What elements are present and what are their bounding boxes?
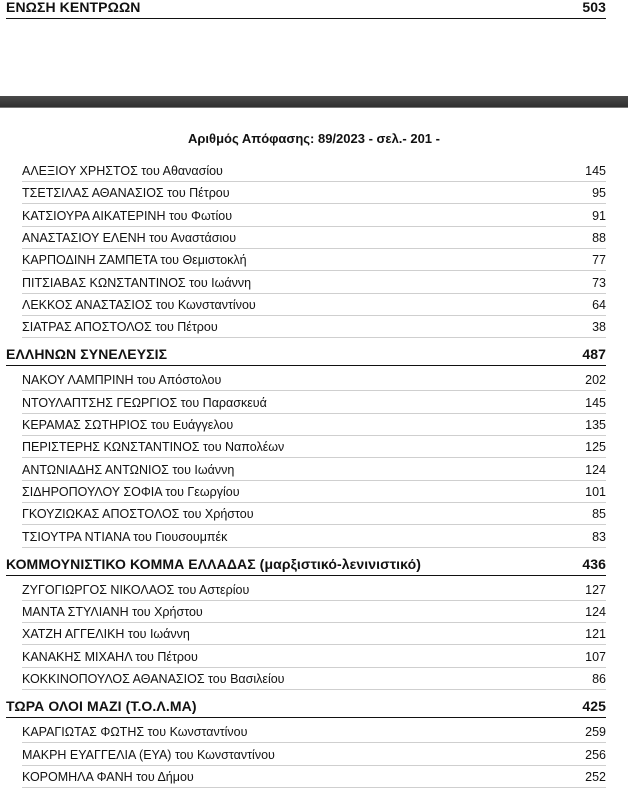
candidate-row — [22, 414, 606, 436]
party-votes: 503 — [582, 0, 606, 15]
candidate-votes: 124 — [585, 462, 606, 477]
candidate-name: ΧΑΤΖΗ ΑΓΓΕΛΙΚΗ του Ιωάννη — [22, 627, 190, 642]
candidate-votes: 124 — [585, 605, 606, 620]
party-votes: 487 — [582, 346, 606, 363]
candidate-name: ΜΑΝΤΑ ΣΤΥΛΙΑΝΗ του Χρήστου — [22, 605, 203, 620]
candidate-name: ΖΥΓΟΓΙΩΡΓΟΣ ΝΙΚΟΛΑΟΣ του Αστερίου — [22, 582, 250, 597]
candidate-votes: 95 — [592, 186, 606, 201]
candidate-name: ΝΤΟΥΛΑΠΤΣΗΣ ΓΕΩΡΓΙΟΣ του Παρασκευά — [22, 395, 267, 410]
candidate-row — [22, 392, 606, 414]
candidate-name: ΚΑΡΑΓΙΩΤΑΣ ΦΩΤΗΣ του Κωνσταντίνου — [22, 725, 248, 740]
candidate-votes: 85 — [592, 507, 606, 522]
row-divider — [22, 337, 606, 338]
candidate-votes: 88 — [592, 230, 606, 245]
candidate-votes: 77 — [592, 253, 606, 268]
candidate-row — [22, 646, 606, 668]
party-name: ΤΩΡΑ ΟΛΟΙ ΜΑΖΙ (Τ.Ο.Λ.ΜΑ) — [6, 698, 197, 715]
candidate-row — [22, 182, 606, 204]
candidate-row — [22, 623, 606, 645]
candidate-name: ΑΛΕΞΙΟΥ ΧΡΗΣΤΟΣ του Αθανασίου — [22, 164, 223, 178]
candidate-row — [22, 744, 606, 766]
candidate-votes: 107 — [585, 649, 606, 664]
candidate-votes: 259 — [585, 725, 606, 740]
candidate-name: ΚΕΡΑΜΑΣ ΣΩΤΗΡΙΟΣ του Ευάγγελου — [22, 418, 234, 432]
party-header — [6, 554, 606, 572]
candidate-name: ΚΟΡΟΜΗΛΑ ΦΑΝΗ του Δήμου — [22, 769, 194, 784]
candidate-row — [22, 272, 606, 294]
candidate-name: ΠΙΤΣΙΑΒΑΣ ΚΩΝΣΤΑΝΤΙΝΟΣ του Ιωάννη — [22, 275, 252, 290]
candidate-votes: 145 — [585, 395, 606, 410]
candidate-name: ΣΙΑΤΡΑΣ ΑΠΟΣΤΟΛΟΣ του Πέτρου — [22, 320, 218, 335]
page-break-band — [0, 96, 628, 107]
candidate-row — [22, 294, 606, 316]
divider — [6, 365, 606, 366]
candidate-votes: 252 — [585, 769, 606, 784]
party-votes: 436 — [582, 555, 606, 572]
party-header — [6, 344, 606, 362]
candidate-row — [22, 601, 606, 623]
divider — [6, 18, 606, 19]
candidate-name: ΓΚΟΥΖΙΩΚΑΣ ΑΠΟΣΤΟΛΟΣ του Χρήστου — [22, 507, 254, 522]
candidate-name: ΜΑΚΡΗ ΕΥΑΓΓΕΛΙΑ (ΕΥΑ) του Κωνσταντίνου — [22, 747, 275, 762]
candidate-name: ΝΑΚΟΥ ΛΑΜΠΡΙΝΗ του Απόστολου — [22, 373, 222, 388]
candidate-name: ΣΙΔΗΡΟΠΟΥΛΟΥ ΣΟΦΙΑ του Γεωργίου — [22, 484, 240, 499]
divider — [6, 717, 606, 718]
decision-header: Αριθμός Απόφασης: 89/2023 - σελ.- 201 - — [188, 131, 440, 146]
candidate-name: ΚΟΚΚΙΝΟΠΟΥΛΟΣ ΑΘΑΝΑΣΙΟΣ του Βασιλείου — [22, 672, 285, 686]
candidate-row — [22, 481, 606, 503]
party-header-top — [6, 0, 606, 15]
candidate-votes: 101 — [585, 484, 606, 499]
candidate-row — [22, 316, 606, 338]
candidate-votes: 83 — [592, 529, 606, 544]
candidate-row — [22, 436, 606, 458]
party-header — [6, 696, 606, 714]
candidate-votes: 121 — [585, 627, 606, 642]
party-name: ΕΝΩΣΗ ΚΕΝΤΡΩΩΝ — [6, 0, 141, 15]
candidate-row — [22, 526, 606, 548]
row-divider — [22, 689, 606, 690]
candidate-votes: 73 — [592, 275, 606, 290]
candidate-name: ΑΝΤΩΝΙΑΔΗΣ ΑΝΤΩΝΙΟΣ του Ιωάννη — [22, 462, 235, 477]
party-votes: 425 — [582, 698, 606, 715]
party-name: ΚΟΜΜΟΥΝΙΣΤΙΚΟ ΚΟΜΜΑ ΕΛΛΑΔΑΣ (μαρξιστικό-λενινιστικό) — [6, 555, 422, 572]
candidate-row — [22, 369, 606, 391]
row-divider — [22, 787, 606, 788]
candidate-votes: 64 — [592, 297, 606, 312]
candidate-name: ΛΕΚΚΟΣ ΑΝΑΣΤΑΣΙΟΣ του Κωνσταντίνου — [22, 297, 256, 312]
candidate-row — [22, 227, 606, 249]
candidate-name: ΚΑΤΣΙΟΥΡΑ ΑΙΚΑΤΕΡΙΝΗ του Φωτίου — [22, 208, 233, 223]
candidate-row — [22, 249, 606, 271]
candidate-row — [22, 459, 606, 481]
candidate-name: ΚΑΝΑΚΗΣ ΜΙΧΑΗΛ του Πέτρου — [22, 649, 198, 664]
candidate-votes: 127 — [585, 582, 606, 597]
candidate-votes: 145 — [585, 164, 606, 178]
candidate-name: ΑΝΑΣΤΑΣΙΟΥ ΕΛΕΝΗ του Αναστάσιου — [22, 230, 237, 245]
candidate-votes: 38 — [592, 320, 606, 335]
candidate-name: ΤΣΙΟΥΤΡΑ ΝΤΙΑΝΑ του Γιουσουμπέκ — [22, 529, 228, 544]
party-name: ΕΛΛΗΝΩΝ ΣΥΝΕΛΕΥΣΙΣ — [6, 346, 168, 363]
candidate-votes: 135 — [585, 418, 606, 432]
candidate-name: ΚΑΡΠΟΔΙΝΗ ΖΑΜΠΕΤΑ του Θεμιστοκλή — [22, 253, 247, 268]
candidate-row — [22, 503, 606, 525]
divider — [0, 107, 628, 108]
candidate-row — [22, 160, 606, 182]
candidate-row — [22, 668, 606, 690]
candidate-votes: 256 — [585, 747, 606, 762]
divider — [6, 575, 606, 576]
candidate-votes: 86 — [592, 672, 606, 686]
candidate-name: ΤΣΕΤΣΙΛΑΣ ΑΘΑΝΑΣΙΟΣ του Πέτρου — [22, 186, 230, 201]
candidate-row — [22, 766, 606, 788]
candidate-row — [22, 579, 606, 601]
candidate-row — [22, 205, 606, 227]
candidate-votes: 125 — [585, 440, 606, 455]
candidate-row — [22, 721, 606, 743]
candidate-name: ΠΕΡΙΣΤΕΡΗΣ ΚΩΝΣΤΑΝΤΙΝΟΣ του Ναπολέων — [22, 440, 285, 455]
candidate-votes: 202 — [585, 373, 606, 388]
row-divider — [22, 547, 606, 548]
candidate-votes: 91 — [592, 208, 606, 223]
